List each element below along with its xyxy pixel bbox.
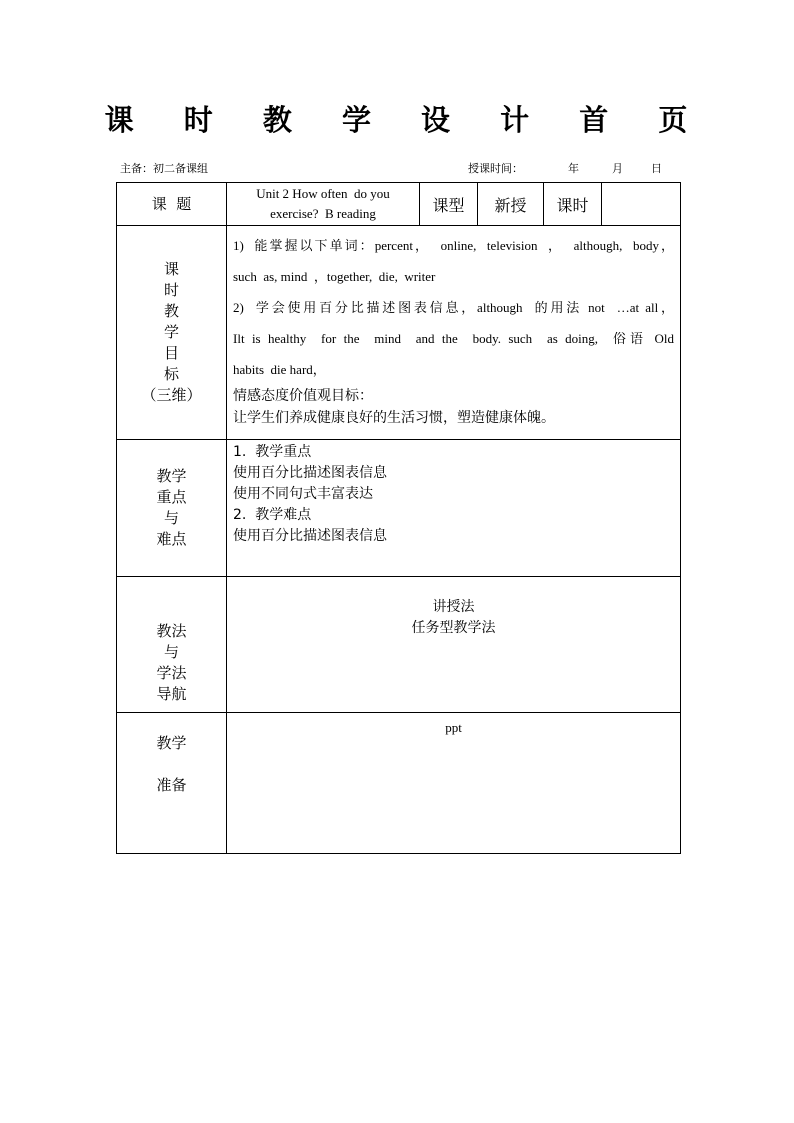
method-line: 任务型教学法 <box>411 620 496 636</box>
objective-line-2: such as, mind ，together, die, writer <box>233 269 436 284</box>
methods-row <box>117 577 681 713</box>
lesson-hours-value <box>602 183 681 226</box>
lesson-time <box>468 160 671 176</box>
topic-line-1: Unit 2 How often do you <box>256 186 390 201</box>
methods-label-line: 与 <box>163 642 179 661</box>
objectives-label-char: 标 <box>163 365 179 383</box>
preparation-label <box>117 713 227 854</box>
keypoints-label <box>117 440 227 577</box>
keypoints-label-line: 与 <box>163 509 179 527</box>
objectives-label-char: 学 <box>163 323 179 341</box>
preparation-value: ppt <box>445 720 462 735</box>
methods-label-line: 导航 <box>156 684 187 703</box>
preparation-label-line: 准备 <box>156 776 187 794</box>
objectives-label-char: （三维） <box>141 386 202 404</box>
keypoints-label-line: 难点 <box>156 530 187 548</box>
objectives-label <box>117 226 227 440</box>
objectives-label-char: 时 <box>163 281 179 299</box>
keypoints-label-line: 重点 <box>156 488 187 506</box>
preparation-label-line: 教学 <box>156 734 187 752</box>
objective-line-7: 让学生们养成健康良好的生活习惯，塑造健康体魄。 <box>233 410 555 426</box>
objective-line-5: habits die hard， <box>233 362 326 377</box>
lesson-type-label: 课型 <box>420 183 478 226</box>
topic-value <box>227 183 420 226</box>
day-label: 日 <box>651 162 662 175</box>
objectives-label-char: 目 <box>163 344 179 362</box>
lesson-time-label: 授课时间： <box>468 162 523 175</box>
year-label: 年 <box>568 162 579 175</box>
lesson-design-table <box>116 182 681 854</box>
preparation-content <box>227 713 681 854</box>
objectives-label-char: 教 <box>163 302 179 320</box>
keypoints-label-line: 教学 <box>156 467 187 485</box>
keypoints-row <box>117 440 681 577</box>
topic-line-2: exercise? B reading <box>270 206 376 221</box>
preparation-label-line <box>117 754 226 775</box>
keypoint-line: 2. 教学难点 <box>233 507 312 523</box>
keypoint-line: 1. 教学重点 <box>233 444 312 460</box>
objectives-row <box>117 226 681 440</box>
keypoint-line: 使用不同句式丰富表达 <box>233 486 373 502</box>
objective-line-3: 2) 学会使用百分比描述图表信息，although 的用法 not …at all， <box>233 300 674 315</box>
lesson-type-value: 新授 <box>478 183 544 226</box>
methods-label-line: 学法 <box>156 663 187 682</box>
month-label: 月 <box>612 162 623 175</box>
methods-label <box>117 577 227 713</box>
objective-line-1: 1) 能掌握以下单词：percent， online, television ， although, body， <box>233 238 674 253</box>
topic-row <box>117 183 681 226</box>
preparation-row <box>117 713 681 854</box>
objectives-label-char: 课 <box>163 260 179 278</box>
objective-line-4: Ilt is healthy for the mind and the body. such as doing, 俗语 Old <box>233 331 674 346</box>
keypoints-content <box>227 440 681 577</box>
methods-label-line: 教法 <box>156 621 187 640</box>
method-line: 讲授法 <box>432 599 475 615</box>
methods-content <box>227 577 681 713</box>
topic-label: 课 题 <box>117 183 227 226</box>
lesson-hours-label: 课时 <box>544 183 602 226</box>
keypoint-line: 使用百分比描述图表信息 <box>233 465 387 481</box>
keypoint-line: 使用百分比描述图表信息 <box>233 528 387 544</box>
objective-line-6: 情感态度价值观目标： <box>233 388 373 404</box>
preparer-label: 主备：初二备课组 <box>120 162 208 175</box>
page-title: 课 时 教 学 设 计 首 页 <box>104 103 708 137</box>
objectives-content <box>227 226 681 440</box>
